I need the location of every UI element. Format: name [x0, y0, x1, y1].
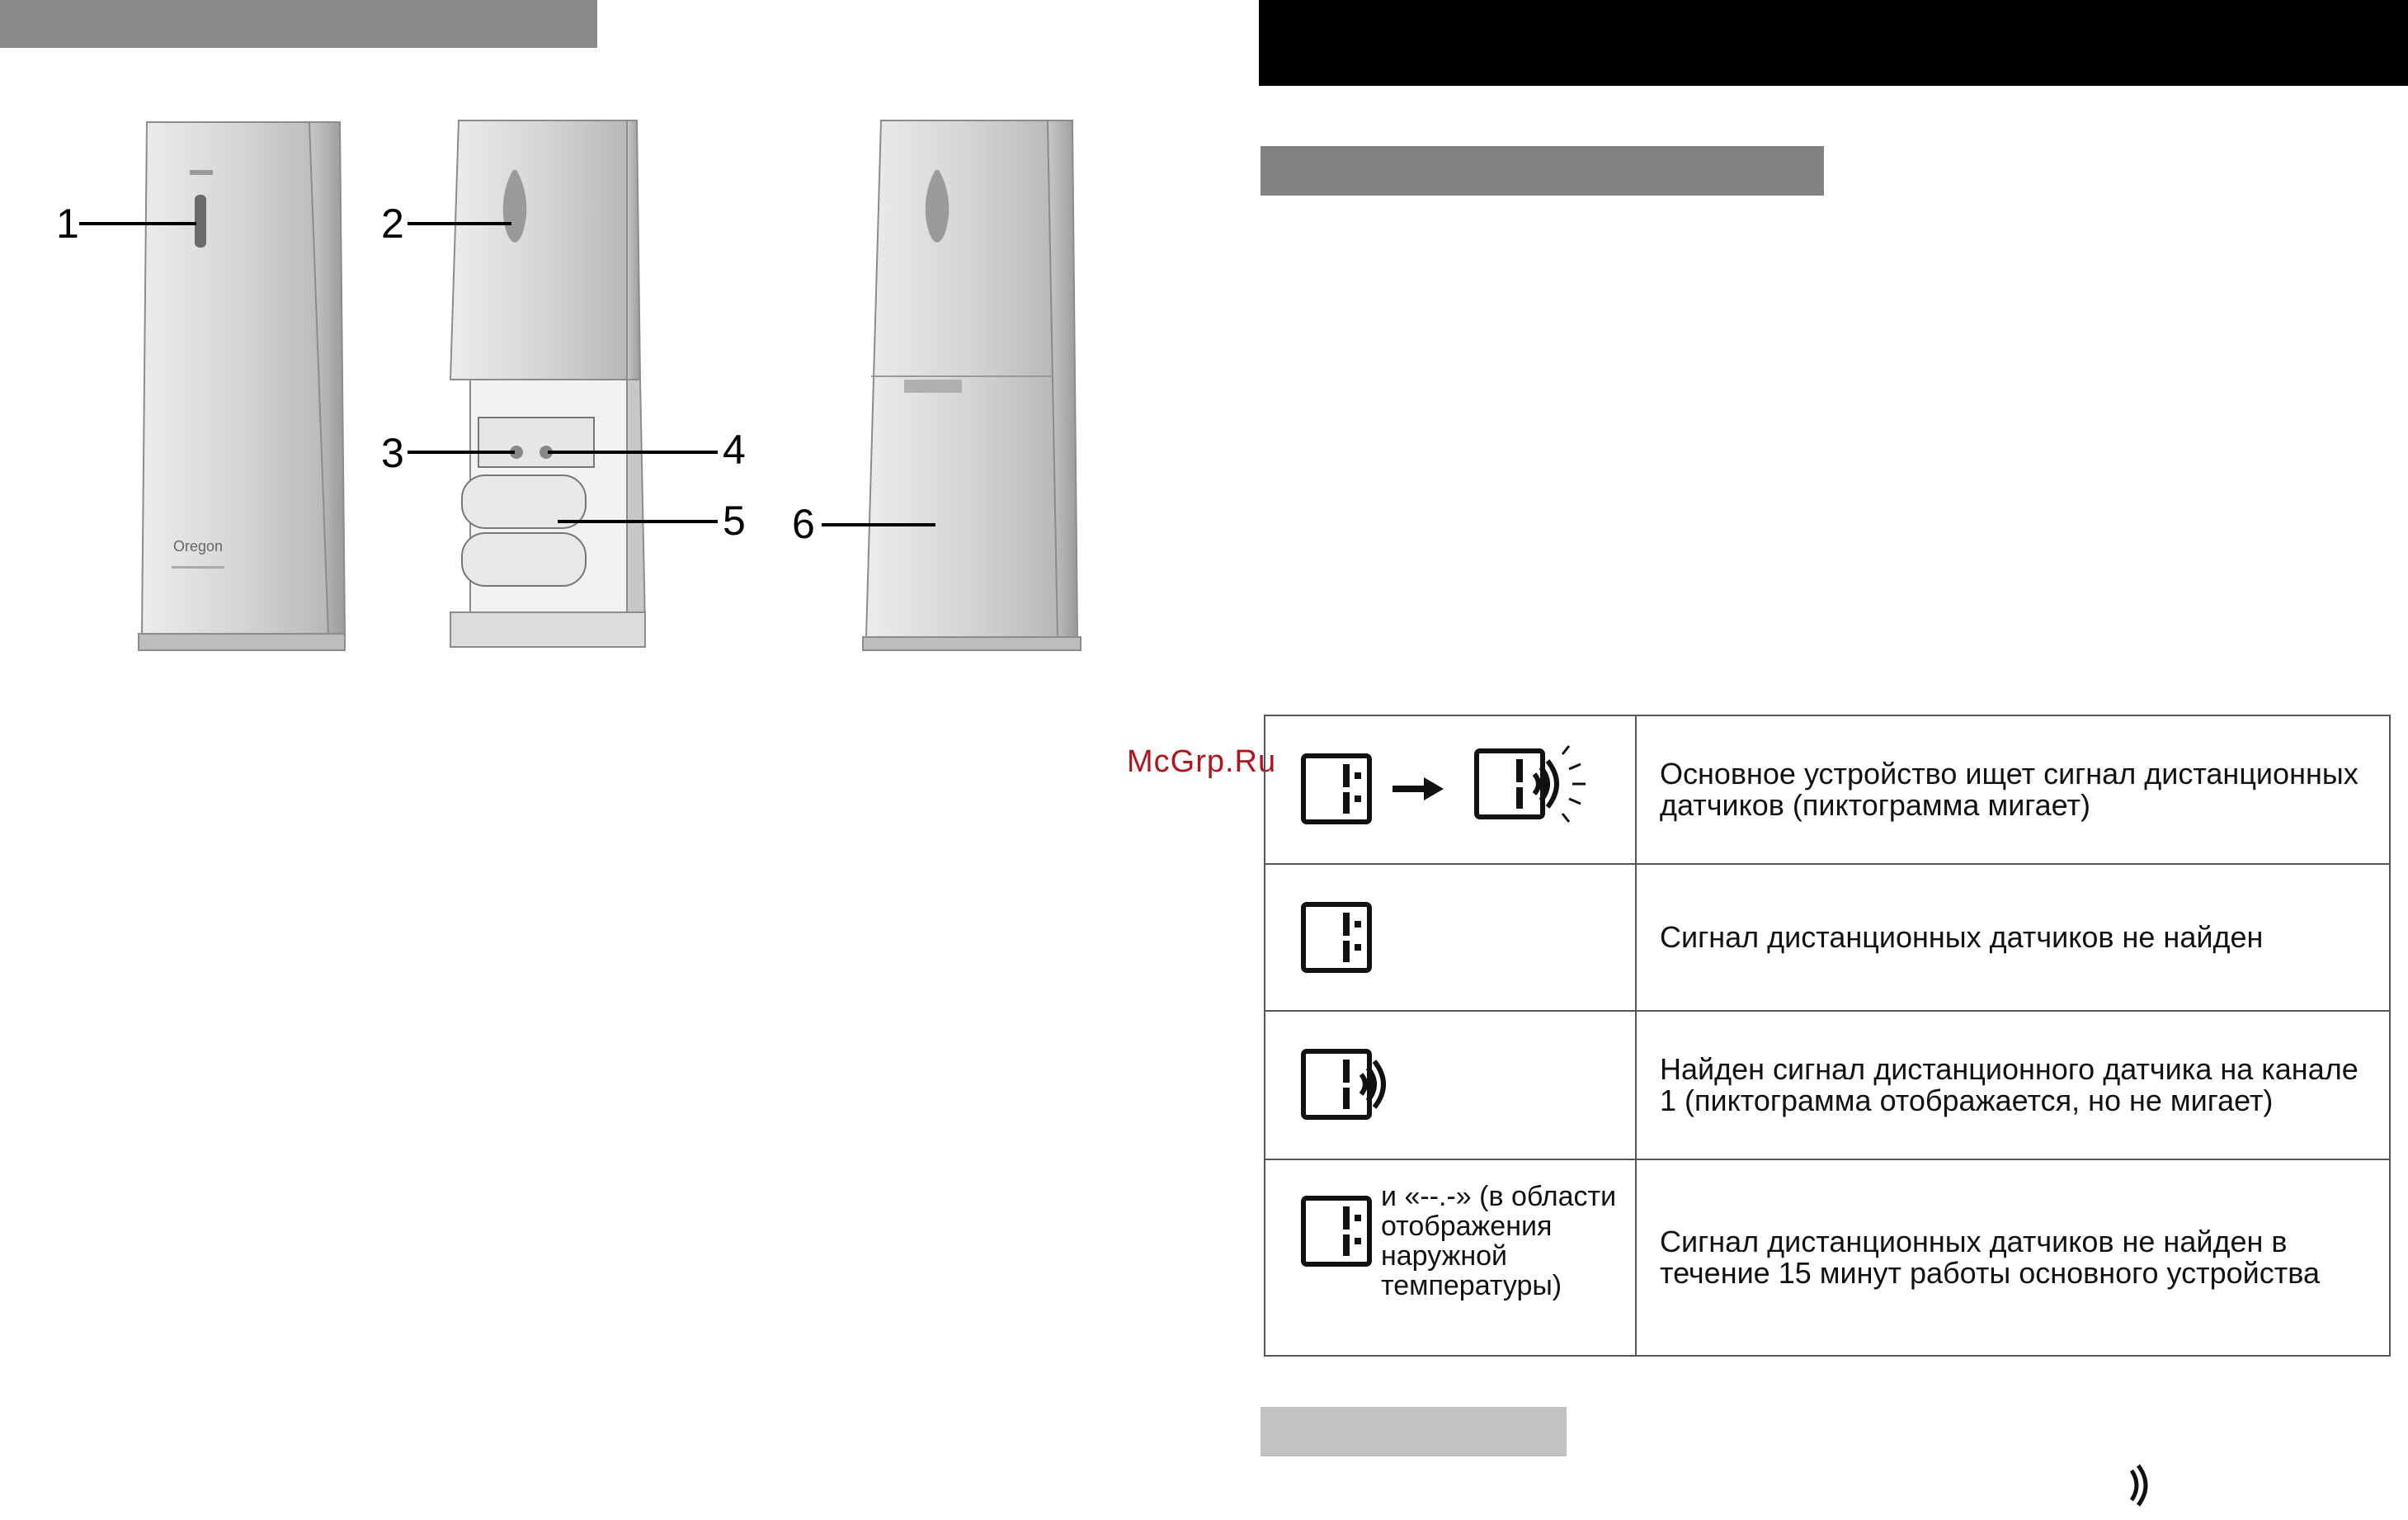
icon-cell	[1265, 1011, 1636, 1159]
table-row	[1265, 864, 2390, 1011]
status-description: Сигнал дистанционных датчиков не найден	[1636, 864, 2390, 1011]
signal-wave-icon	[2127, 1462, 2160, 1508]
callout-2: 2	[381, 201, 404, 247]
table-row	[1265, 1011, 2390, 1159]
callout-1: 1	[56, 201, 79, 247]
section-header-bar-bottom	[1261, 1407, 1567, 1456]
section-header-bar	[1261, 146, 1824, 196]
callout-3: 3	[381, 430, 404, 476]
signal-none-icon	[1300, 898, 1399, 989]
device-back-closed-view	[863, 120, 1081, 650]
signal-searching-animation-icon	[1300, 744, 1614, 835]
status-description: Найден сигнал дистанционного датчика на канале 1 (пиктограмма отображается, но не мигает)	[1636, 1011, 2390, 1159]
callout-5: 5	[723, 498, 746, 544]
icon-cell	[1265, 1159, 1636, 1356]
callout-6: 6	[792, 501, 815, 547]
status-description: Основное устройство ищет сигнал дистанционных датчиков (пиктограмма мигает)	[1636, 715, 2390, 864]
callout-4: 4	[723, 427, 746, 473]
table-row	[1265, 1159, 2390, 1356]
section-header-bar-left	[0, 0, 597, 48]
outdoor-temp-note: и «--.-» (в области отображения наружной температуры)	[1381, 1181, 1617, 1301]
device-back-open-view	[450, 120, 645, 647]
icon-cell	[1265, 864, 1636, 1011]
table-row	[1265, 715, 2390, 864]
device-front-view	[139, 122, 345, 650]
signal-status-table	[1264, 715, 2391, 1357]
signal-found-icon	[1300, 1045, 1432, 1135]
device-illustration	[0, 107, 1155, 668]
page-header-bar	[1259, 0, 2408, 86]
watermark: McGrp.Ru	[1127, 744, 1277, 779]
status-description: Сигнал дистанционных датчиков не найден в течение 15 минут работы основного устройства	[1636, 1159, 2390, 1356]
icon-cell	[1265, 715, 1636, 864]
brand-logo: Oregon	[173, 538, 224, 555]
